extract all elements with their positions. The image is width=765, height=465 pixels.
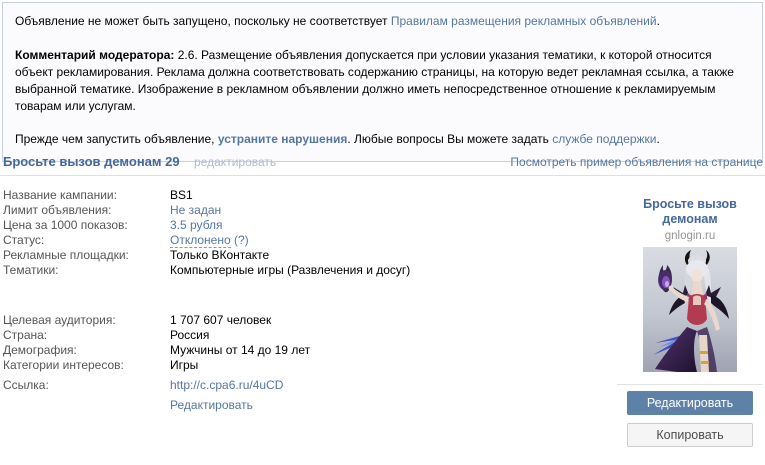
field-label: Категории интересов: [3, 358, 124, 372]
table-row [3, 378, 613, 393]
targeting-section [3, 313, 613, 413]
table-row [3, 203, 613, 218]
status-value-link[interactable]: Отклонено [170, 233, 231, 247]
field-label: Название кампании: [3, 188, 117, 202]
target-audience-value: 1 707 607 человек [170, 313, 272, 327]
support-link[interactable]: службе поддержки [552, 132, 657, 146]
ad-preview-title: Бросьте вызов демонам [643, 197, 737, 226]
status-help-link[interactable]: (?) [233, 233, 249, 247]
alert-line1-period: . [656, 14, 660, 28]
page-title: Бросьте вызов демонам 29 [3, 154, 180, 169]
alert-line3-period: . [656, 132, 660, 146]
campaign-details [3, 188, 613, 413]
platforms-value: Только ВКонтакте [170, 248, 270, 262]
campaign-name-value: BS1 [170, 188, 193, 202]
field-value [170, 233, 249, 248]
field-label: Лимит объявления: [3, 203, 112, 217]
table-row [3, 328, 613, 343]
moderator-comment-text: 2.6. Размещение объявления допускается при условии указания тематики, к которой относится объект рекламирования. Реклама должна соответствовать содержанию страницы, на которую ведет рекламная ссылка, а также выбранной тематике. Изображение в рекламном объявлении должно иметь непосредственное отношение к рекламируемым товарам или услугам. [15, 48, 734, 113]
field-label: Ссылка: [3, 378, 49, 392]
ad-limit-link[interactable]: Не задан [170, 203, 222, 217]
field-label: Страна: [3, 328, 48, 342]
field-label: Тематики: [3, 263, 59, 277]
alert-line3-text: Прежде чем запустить объявление, [15, 132, 218, 146]
field-label: Цена за 1000 показов: [3, 218, 128, 232]
table-row [3, 398, 613, 413]
ad-title-bar [0, 147, 765, 176]
copy-button[interactable]: Копировать [627, 423, 753, 447]
field-value [170, 203, 221, 218]
table-row [3, 313, 613, 328]
ad-settings-section [3, 188, 613, 278]
cpm-price-link[interactable]: 3.5 рубля [170, 218, 223, 232]
moderator-comment-label: Комментарий модератора: [15, 48, 175, 62]
country-value: Россия [170, 328, 210, 342]
field-label [3, 398, 170, 413]
table-row [3, 233, 613, 248]
moderator-comment [15, 47, 750, 115]
edit-button[interactable]: Редактировать [627, 391, 753, 415]
preview-divider [617, 384, 763, 385]
interest-categories-value: Игры [170, 358, 199, 372]
field-value [170, 398, 253, 413]
ad-image [643, 247, 737, 372]
demographics-value: Мужчины от 14 до 19 лет [170, 343, 311, 357]
field-label: Демография: [3, 343, 77, 357]
field-value [170, 218, 223, 233]
placement-rules-link[interactable]: Правилам размещения рекламных объявлений [390, 14, 657, 28]
table-row [3, 343, 613, 358]
ad-preview-domain: gnlogin.ru [664, 230, 716, 242]
edit-link-row[interactable]: Редактировать [170, 398, 253, 412]
alert-line3-middle: . Любые вопросы Вы можете задать [347, 132, 553, 146]
field-label: Рекламные площадки: [3, 248, 129, 262]
table-row [3, 358, 613, 373]
alert-line1 [15, 13, 750, 30]
field-label: Целевая аудитория: [3, 313, 116, 327]
target-url-link[interactable]: http://c.cpa6.ru/4uCD [170, 378, 284, 392]
alert-line3 [15, 131, 750, 148]
themes-value: Компьютерные игры (Развлечения и досуг) [170, 263, 411, 277]
table-row [3, 218, 613, 233]
rename-ad-link[interactable]: редактировать [194, 155, 277, 169]
table-row [3, 248, 613, 263]
alert-line1-text: Объявление не может быть запущено, поскольку не соответствует [15, 14, 391, 28]
field-label: Статус: [3, 233, 45, 247]
field-value [170, 378, 283, 393]
table-row [3, 188, 613, 203]
view-example-link[interactable]: Посмотреть пример объявления на странице [510, 155, 763, 169]
table-row [3, 263, 613, 278]
demon-sorceress-illustration [643, 247, 737, 372]
ad-preview [617, 188, 763, 447]
fix-violations-link[interactable]: устраните нарушения [217, 132, 348, 146]
moderation-alert [2, 2, 763, 162]
